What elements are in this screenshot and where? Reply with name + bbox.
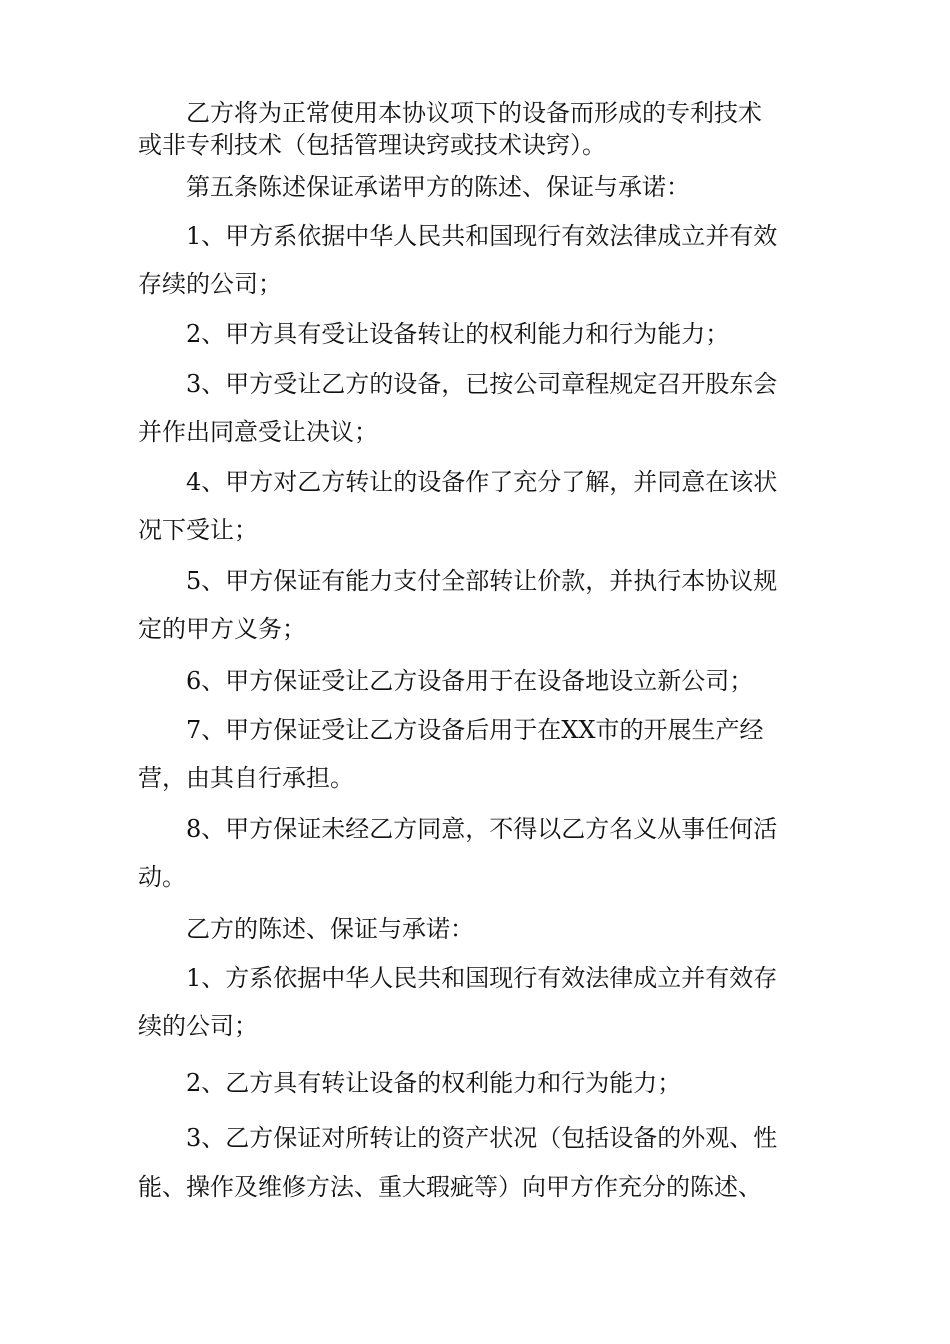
paragraph-line: 或非专利技术（包括管理诀窍或技术诀窍）。 — [138, 131, 606, 159]
paragraph-line: 2、乙方具有转让设备的权利能力和行为能力； — [138, 1069, 682, 1097]
party-a-clause-5 — [138, 569, 818, 641]
paragraph-line: 乙方将为正常使用本协议项下的设备而形成的专利技术 — [138, 99, 762, 127]
party-a-clause-6 — [138, 669, 818, 693]
paragraph-line: 2、甲方具有受让设备转让的权利能力和行为能力； — [138, 320, 730, 348]
paragraph-line: 5、甲方保证有能力支付全部转让价款，并执行本协议规 — [138, 567, 778, 595]
party-b-clause-2 — [138, 1071, 818, 1095]
heading-article-five — [138, 175, 818, 199]
party-a-clause-1 — [138, 224, 818, 296]
party-a-clause-3 — [138, 372, 818, 444]
paragraph-line: 第五条陈述保证承诺甲方的陈述、保证与承诺： — [138, 173, 690, 201]
paragraph-line: 3、乙方保证对所转让的资产状况（包括设备的外观、性 — [138, 1124, 778, 1152]
paragraph-patent-technology — [138, 101, 818, 157]
paragraph-line: 1、甲方系依据中华人民共和国现行有效法律成立并有效 — [138, 222, 778, 250]
paragraph-line: 续的公司； — [138, 1012, 258, 1040]
paragraph-line: 3、甲方受让乙方的设备，已按公司章程规定召开股东会 — [138, 370, 778, 398]
paragraph-line: 营，由其自行承担。 — [138, 764, 354, 792]
heading-party-b-statements — [138, 917, 818, 941]
paragraph-line: 能、操作及维修方法、重大瑕疵等）向甲方作充分的陈述、 — [138, 1173, 762, 1201]
paragraph-line: 8、甲方保证未经乙方同意，不得以乙方名义从事任何活 — [138, 815, 778, 843]
party-b-clause-1 — [138, 966, 818, 1038]
paragraph-line: 6、甲方保证受让乙方设备用于在设备地设立新公司； — [138, 667, 754, 695]
paragraph-line: 况下受让； — [138, 516, 258, 544]
party-b-clause-3 — [138, 1126, 818, 1199]
party-a-clause-4 — [138, 470, 818, 542]
paragraph-line: 并作出同意受让决议； — [138, 418, 378, 446]
party-a-clause-2 — [138, 322, 818, 346]
party-a-clause-8 — [138, 817, 818, 889]
paragraph-line: 4、甲方对乙方转让的设备作了充分了解，并同意在该状 — [138, 468, 778, 496]
paragraph-line: 动。 — [138, 863, 186, 891]
paragraph-line: 定的甲方义务； — [138, 615, 306, 643]
party-a-clause-7 — [138, 718, 818, 790]
paragraph-line: 存续的公司； — [138, 270, 282, 298]
paragraph-line: 1、方系依据中华人民共和国现行有效法律成立并有效存 — [138, 964, 778, 992]
paragraph-line: 乙方的陈述、保证与承诺： — [138, 915, 474, 943]
paragraph-line: 7、甲方保证受让乙方设备后用于在XX市的开展生产经 — [138, 716, 764, 744]
